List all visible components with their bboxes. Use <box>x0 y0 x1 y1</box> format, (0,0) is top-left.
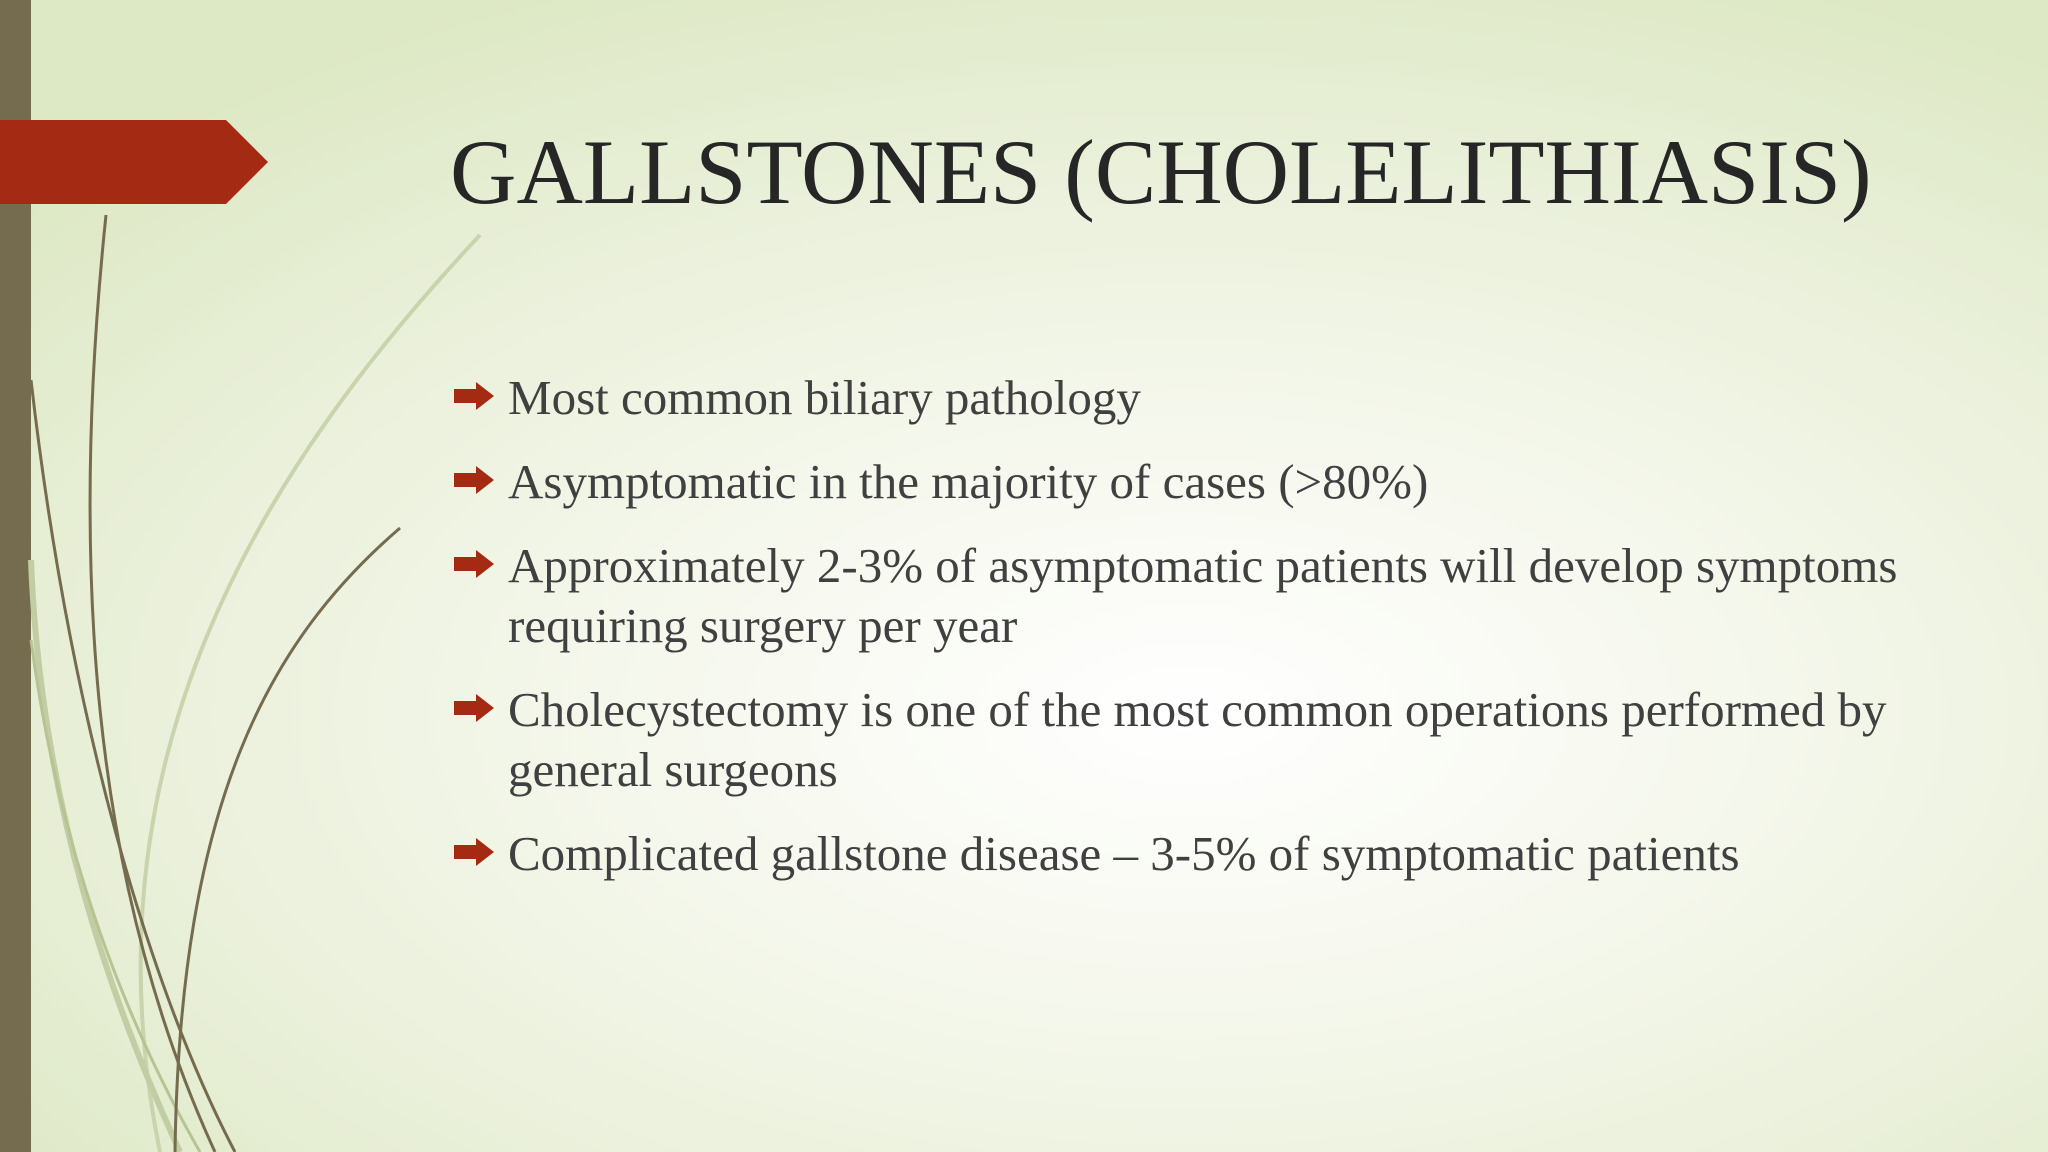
title-tab-arrow <box>0 120 268 204</box>
slide-title: GALLSTONES (CHOLELITHIASIS) <box>450 121 1872 223</box>
right-arrow-icon <box>454 694 494 722</box>
bullet-item <box>452 368 1952 428</box>
bullet-text: Approximately 2-3% of asymptomatic patients will develop symptoms requiring surgery per year <box>508 538 1898 653</box>
bullet-text: Asymptomatic in the majority of cases (>80%) <box>508 454 1429 509</box>
bullet-list <box>452 368 1952 908</box>
bullet-item <box>452 680 1952 800</box>
bullet-text: Complicated gallstone disease – 3-5% of symptomatic patients <box>508 826 1740 881</box>
right-arrow-icon <box>454 838 494 866</box>
bullet-text: Cholecystectomy is one of the most common operations performed by general surgeons <box>508 682 1887 797</box>
right-arrow-icon <box>454 382 494 410</box>
bullet-text: Most common biliary pathology <box>508 370 1141 425</box>
right-arrow-icon <box>454 466 494 494</box>
bullet-item <box>452 824 1952 884</box>
bullet-item <box>452 452 1952 512</box>
bullet-item <box>452 536 1952 656</box>
right-arrow-icon <box>454 550 494 578</box>
